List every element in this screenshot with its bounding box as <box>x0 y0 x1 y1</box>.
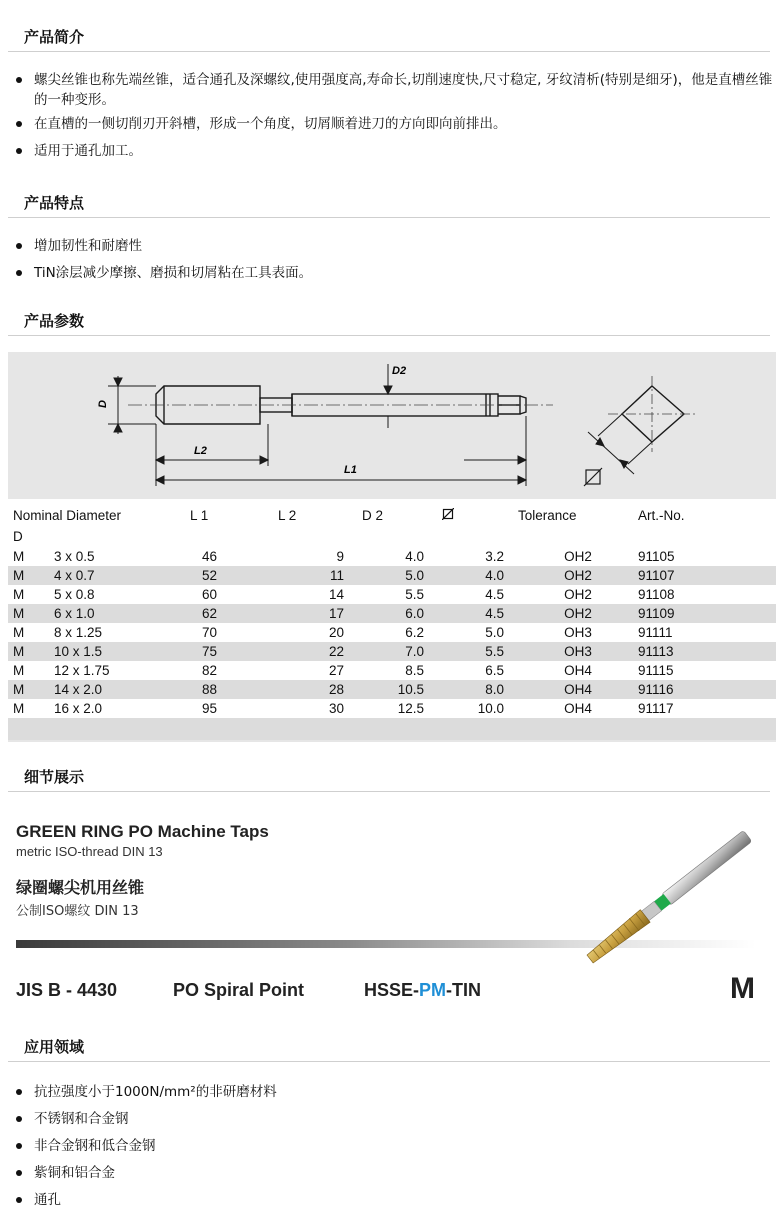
material-prefix: HSSE- <box>364 980 420 1000</box>
header-d2: D 2 <box>358 499 438 525</box>
material-suffix: -TIN <box>446 980 482 1000</box>
detail-banner <box>8 812 776 1012</box>
cell-nominal-diameter: 4 x 0.7 <box>42 566 190 585</box>
table-row <box>8 585 776 604</box>
cell-square: 4.0 <box>438 566 518 585</box>
product-title-en: GREEN RING PO Machine Taps <box>16 822 269 841</box>
header-l1: L 1 <box>190 499 274 525</box>
cell-l1: 95 <box>190 699 274 718</box>
material-label <box>364 980 481 1001</box>
dim-label-d: D <box>97 400 109 408</box>
cell-l2: 20 <box>274 623 358 642</box>
cell-d2: 5.5 <box>358 585 438 604</box>
tap-product-image <box>568 820 776 970</box>
standard-label: JIS B - 4430 <box>16 980 118 1000</box>
cell-l1: 82 <box>190 661 274 680</box>
cell-l2: 11 <box>274 566 358 585</box>
header-art-no: Art.-No. <box>638 499 776 525</box>
cell-square: 10.0 <box>438 699 518 718</box>
cell-d2: 6.0 <box>358 604 438 623</box>
list-item: 抗拉强度小于1000N/mm²的非研磨材料 <box>14 1082 774 1102</box>
params-panel <box>8 352 776 742</box>
table-row <box>8 699 776 718</box>
cell-d2: 4.0 <box>358 547 438 566</box>
product-subtitle-en: metric ISO-thread DIN 13 <box>16 844 163 859</box>
cell-thread-prefix: M <box>8 566 42 585</box>
cell-l2: 22 <box>274 642 358 661</box>
application-list <box>14 1082 774 1210</box>
cell-tolerance: OH4 <box>518 661 638 680</box>
table-row <box>8 623 776 642</box>
cell-thread-prefix: M <box>8 661 42 680</box>
table-footer-row <box>8 718 776 740</box>
table-row <box>8 547 776 566</box>
cell-art-no: 91105 <box>638 547 776 566</box>
cell-tolerance: OH3 <box>518 623 638 642</box>
cell-d2: 12.5 <box>358 699 438 718</box>
list-item: 在直槽的一侧切削刃开斜槽，形成一个角度，切屑顺着进刀的方向即向前排出。 <box>14 114 774 134</box>
cell-nominal-diameter: 6 x 1.0 <box>42 604 190 623</box>
cell-d2: 5.0 <box>358 566 438 585</box>
section-header-application <box>8 1032 770 1062</box>
cell-d2: 6.2 <box>358 623 438 642</box>
cell-art-no: 91115 <box>638 661 776 680</box>
cell-square: 8.0 <box>438 680 518 699</box>
cell-l1: 88 <box>190 680 274 699</box>
cell-l2: 30 <box>274 699 358 718</box>
table-row <box>8 566 776 585</box>
cell-thread-prefix: M <box>8 604 42 623</box>
cell-d2: 7.0 <box>358 642 438 661</box>
cell-square: 5.5 <box>438 642 518 661</box>
cell-l2: 14 <box>274 585 358 604</box>
dim-label-d2: D2 <box>392 365 407 377</box>
cell-art-no: 91107 <box>638 566 776 585</box>
cell-l2: 17 <box>274 604 358 623</box>
cell-l1: 46 <box>190 547 274 566</box>
features-list <box>14 236 774 283</box>
intro-list <box>14 70 774 161</box>
cell-l1: 62 <box>190 604 274 623</box>
cell-nominal-diameter: 16 x 2.0 <box>42 699 190 718</box>
tap-technical-drawing <box>8 352 776 497</box>
cell-art-no: 91117 <box>638 699 776 718</box>
section-title-application: 应用领域 <box>24 1038 85 1056</box>
table-footer-cell <box>8 718 776 740</box>
list-item: 不锈钢和合金钢 <box>14 1109 774 1129</box>
cell-tolerance: OH2 <box>518 604 638 623</box>
section-header-features <box>8 188 770 218</box>
cell-nominal-diameter: 3 x 0.5 <box>42 547 190 566</box>
header-tolerance: Tolerance <box>518 499 638 525</box>
cell-l1: 52 <box>190 566 274 585</box>
cell-tolerance: OH2 <box>518 585 638 604</box>
cell-l2: 27 <box>274 661 358 680</box>
list-item: 适用于通孔加工。 <box>14 141 774 161</box>
section-header-intro <box>8 22 770 52</box>
section-header-detail <box>8 762 770 792</box>
dim-label-l1: L1 <box>344 464 357 476</box>
header-nominal-d: D <box>8 525 776 547</box>
cell-square: 4.5 <box>438 604 518 623</box>
type-label: PO Spiral Point <box>173 980 305 1000</box>
cell-thread-prefix: M <box>8 699 42 718</box>
cell-thread-prefix: M <box>8 623 42 642</box>
thread-mark: M <box>730 972 755 1005</box>
section-header-params <box>8 306 770 336</box>
cell-nominal-diameter: 8 x 1.25 <box>42 623 190 642</box>
section-title-detail: 细节展示 <box>24 768 85 786</box>
section-title-params: 产品参数 <box>24 312 85 330</box>
section-title-features: 产品特点 <box>24 194 85 212</box>
header-nominal-diameter: Nominal Diameter <box>8 499 190 525</box>
table-subheader-row <box>8 525 776 547</box>
parameter-table <box>8 499 776 740</box>
header-l2: L 2 <box>274 499 358 525</box>
cell-d2: 10.5 <box>358 680 438 699</box>
table-row <box>8 642 776 661</box>
cell-art-no: 91113 <box>638 642 776 661</box>
cell-nominal-diameter: 5 x 0.8 <box>42 585 190 604</box>
square-symbol-icon <box>584 468 602 486</box>
dim-label-l2: L2 <box>194 445 207 457</box>
cell-art-no: 91109 <box>638 604 776 623</box>
cell-nominal-diameter: 12 x 1.75 <box>42 661 190 680</box>
cell-nominal-diameter: 10 x 1.5 <box>42 642 190 661</box>
cell-square: 4.5 <box>438 585 518 604</box>
cell-art-no: 91116 <box>638 680 776 699</box>
header-square <box>438 499 518 525</box>
section-title-intro: 产品简介 <box>24 28 85 46</box>
cell-tolerance: OH3 <box>518 642 638 661</box>
cell-art-no: 91108 <box>638 585 776 604</box>
cell-tolerance: OH4 <box>518 699 638 718</box>
table-row <box>8 661 776 680</box>
cell-l1: 60 <box>190 585 274 604</box>
cell-thread-prefix: M <box>8 585 42 604</box>
cell-tolerance: OH2 <box>518 547 638 566</box>
table-row <box>8 680 776 699</box>
list-item: 非合金钢和低合金钢 <box>14 1136 774 1156</box>
table-row <box>8 604 776 623</box>
cell-l2: 9 <box>274 547 358 566</box>
cell-art-no: 91111 <box>638 623 776 642</box>
cell-square: 6.5 <box>438 661 518 680</box>
list-item: 通孔 <box>14 1190 774 1210</box>
cell-d2: 8.5 <box>358 661 438 680</box>
list-item: 增加韧性和耐磨性 <box>14 236 774 256</box>
cell-thread-prefix: M <box>8 547 42 566</box>
product-title-cn: 绿圈螺尖机用丝锥 <box>16 878 145 897</box>
cell-l1: 70 <box>190 623 274 642</box>
material-highlight: PM <box>419 980 447 1000</box>
cell-tolerance: OH4 <box>518 680 638 699</box>
table-header-row <box>8 499 776 525</box>
product-subtitle-cn: 公制ISO螺纹 DIN 13 <box>16 904 139 919</box>
square-symbol-icon <box>442 508 454 520</box>
cell-l2: 28 <box>274 680 358 699</box>
cell-thread-prefix: M <box>8 642 42 661</box>
list-item: 紫铜和铝合金 <box>14 1163 774 1183</box>
list-item: TiN涂层减少摩擦、磨损和切屑粘在工具表面。 <box>14 263 774 283</box>
cell-square: 5.0 <box>438 623 518 642</box>
list-item: 螺尖丝锥也称先端丝锥，适合通孔及深螺纹,使用强度高,寿命长,切削速度快,尺寸稳定, 牙纹清析(特别是细牙)，他是直槽丝锥的一种变形。 <box>14 70 774 110</box>
cell-nominal-diameter: 14 x 2.0 <box>42 680 190 699</box>
cell-square: 3.2 <box>438 547 518 566</box>
cell-tolerance: OH2 <box>518 566 638 585</box>
cell-l1: 75 <box>190 642 274 661</box>
cell-thread-prefix: M <box>8 680 42 699</box>
